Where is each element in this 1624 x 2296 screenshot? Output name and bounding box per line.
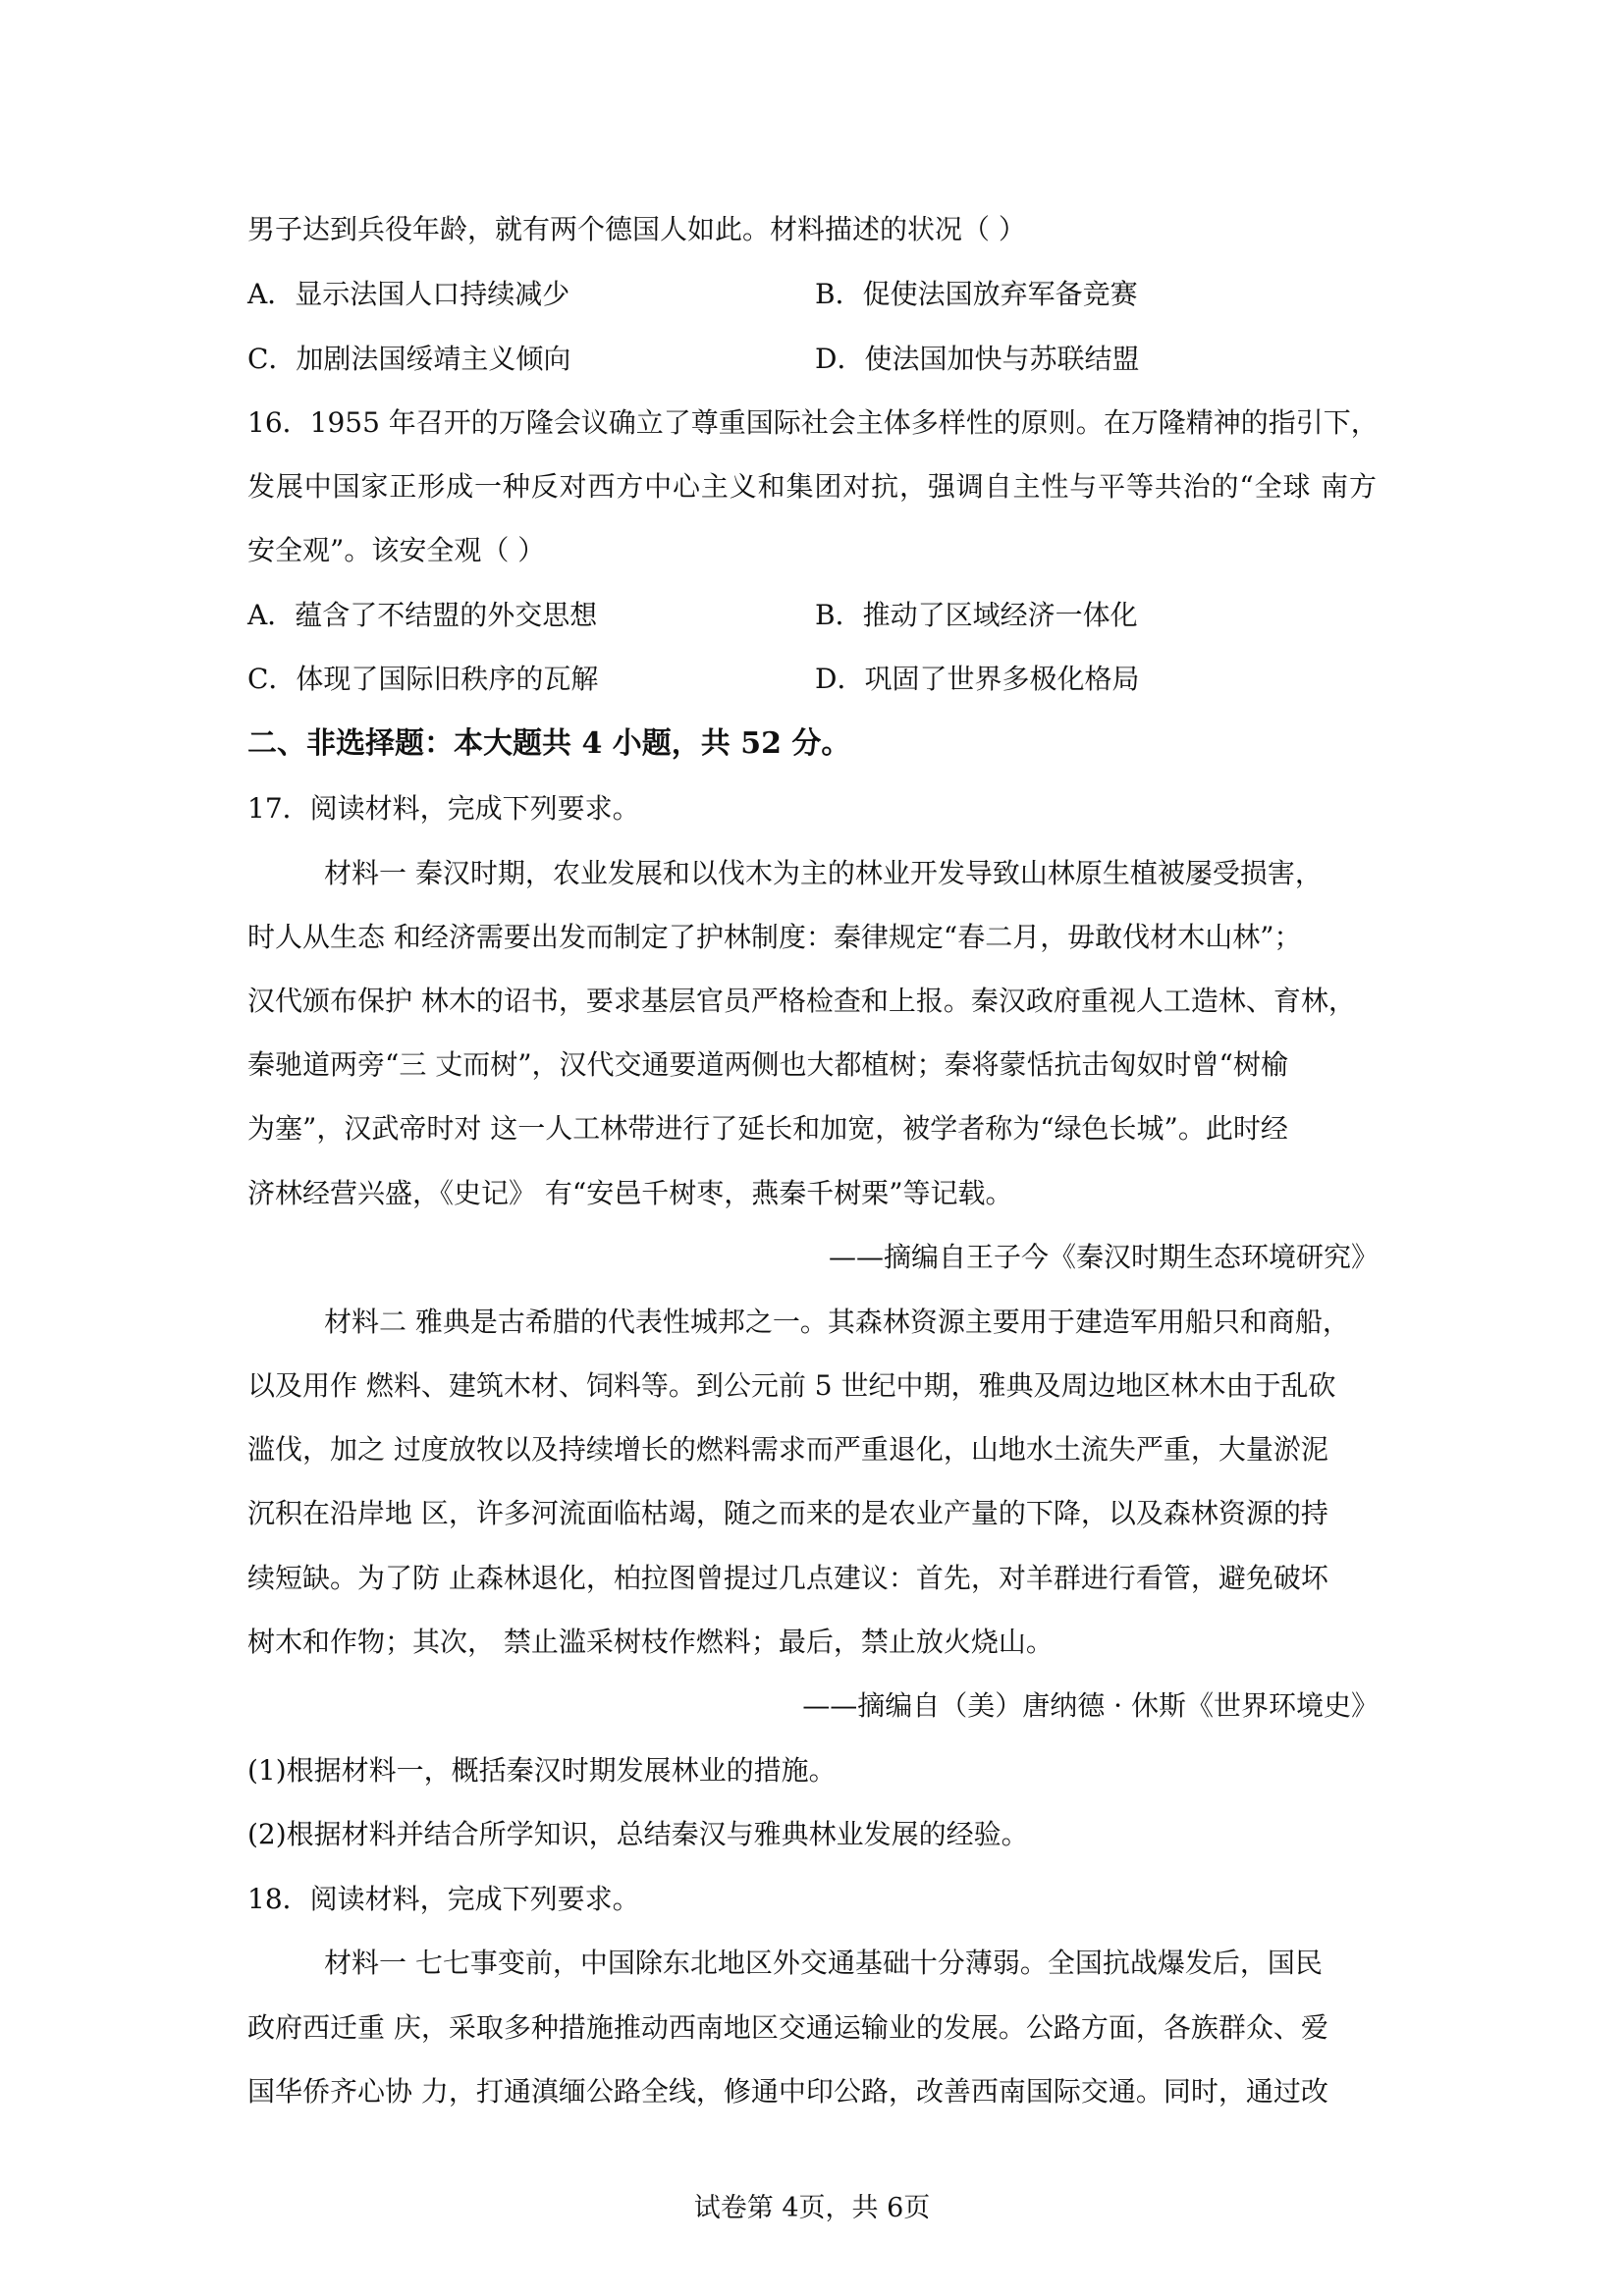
q15-option-d[interactable]: D．使法国加快与苏联结盟 xyxy=(815,343,1140,375)
q16-stem-line-3: 安全观”。该安全观（ ） xyxy=(247,534,546,566)
q17-material-1-line: 材料一 秦汉时期，农业发展和以伐木为主的林业开发导致山林原生植被屡受损害， xyxy=(324,857,1323,889)
q15-option-a[interactable]: A．显示法国人口持续减少 xyxy=(247,278,570,310)
q17-material-2-line: 沉积在沿岸地 区，许多河流面临枯竭，随之而来的是农业产量的下降，以及森林资源的持 xyxy=(247,1497,1328,1529)
q17-material-1-line: 汉代颁布保护 林木的诏书，要求基层官员严格检查和上报。秦汉政府重视人工造林、育林， xyxy=(247,985,1356,1017)
q18-intro: 18．阅读材料，完成下列要求。 xyxy=(247,1883,640,1915)
q15-stem-continuation: 男子达到兵役年龄，就有两个德国人如此。材料描述的状况（ ） xyxy=(247,213,1026,245)
q17-material-2-line: 续短缺。为了防 止森林退化，柏拉图曾提过几点建议：首先，对羊群进行看管，避免破坏 xyxy=(247,1562,1328,1594)
q16-option-a[interactable]: A．蕴含了不结盟的外交思想 xyxy=(247,599,598,631)
q15-option-c[interactable]: C．加剧法国绥靖主义倾向 xyxy=(247,343,571,375)
q16-option-b[interactable]: B．推动了区域经济一体化 xyxy=(815,599,1138,631)
q16-stem-line-2: 发展中国家正形成一种反对西方中心主义和集团对抗，强调自主性与平等共治的“全球 南方 xyxy=(247,470,1377,503)
q18-material-1-line: 材料一 七七事变前，中国除东北地区外交通基础十分薄弱。全国抗战爆发后，国民 xyxy=(324,1947,1323,1979)
q17-material-2-source: ——摘编自（美）唐纳德 · 休斯《世界环境史》 xyxy=(802,1689,1379,1722)
q17-subquestion-2: (2)根据材料并结合所学知识，总结秦汉与雅典林业发展的经验。 xyxy=(247,1818,1029,1850)
q17-material-1-line: 秦驰道两旁“三 丈而树”，汉代交通要道两侧也大都植树；秦将蒙恬抗击匈奴时曾“树榆 xyxy=(247,1048,1288,1081)
q16-stem-line-1: 16．1955 年召开的万隆会议确立了尊重国际社会主体多样性的原则。在万隆精神的指引下， xyxy=(247,406,1379,439)
q17-material-2-line: 以及用作 燃料、建筑木材、饲料等。到公元前 5 世纪中期，雅典及周边地区林木由于乱砍 xyxy=(247,1369,1336,1402)
q18-material-1-line: 国华侨齐心协 力，打通滇缅公路全线，修通中印公路，改善西南国际交通。同时，通过改 xyxy=(247,2075,1328,2108)
q17-material-1-line: 济林经营兴盛，《史记》 有“安邑千树枣，燕秦千树栗”等记载。 xyxy=(247,1177,1013,1209)
q17-material-1-line: 为塞”，汉武帝时对 这一人工林带进行了延长和加宽，被学者称为“绿色长城”。此时经 xyxy=(247,1112,1288,1145)
q17-material-2-line: 材料二 雅典是古希腊的代表性城邦之一。其森林资源主要用于建造军用船只和商船， xyxy=(324,1306,1350,1338)
q17-material-2-line: 树木和作物；其次， 禁止滥采树枝作燃料；最后，禁止放火烧山。 xyxy=(247,1626,1054,1658)
page-footer: 试卷第 4页，共 6页 xyxy=(693,2193,931,2223)
q16-option-c[interactable]: C．体现了国际旧秩序的瓦解 xyxy=(247,663,599,695)
q18-material-1-line: 政府西迁重 庆，采取多种措施推动西南地区交通运输业的发展。公路方面，各族群众、爱 xyxy=(247,2011,1328,2044)
q17-material-1-line: 时人从生态 和经济需要出发而制定了护林制度：秦律规定“春二月，毋敢伐材木山林”； xyxy=(247,921,1302,953)
q17-material-2-line: 滥伐，加之 过度放牧以及持续增长的燃料需求而严重退化，山地水土流失严重，大量淤泥 xyxy=(247,1433,1328,1466)
q17-material-1-source: ——摘编自王子今《秦汉时期生态环境研究》 xyxy=(828,1241,1379,1273)
q15-option-b[interactable]: B．促使法国放弃军备竞赛 xyxy=(815,278,1138,310)
section-heading: 二、非选择题：本大题共 4 小题，共 52 分。 xyxy=(247,726,851,761)
q17-intro: 17．阅读材料，完成下列要求。 xyxy=(247,792,640,825)
q17-subquestion-1: (1)根据材料一，概括秦汉时期发展林业的措施。 xyxy=(247,1754,837,1787)
q16-option-d[interactable]: D．巩固了世界多极化格局 xyxy=(815,663,1140,695)
